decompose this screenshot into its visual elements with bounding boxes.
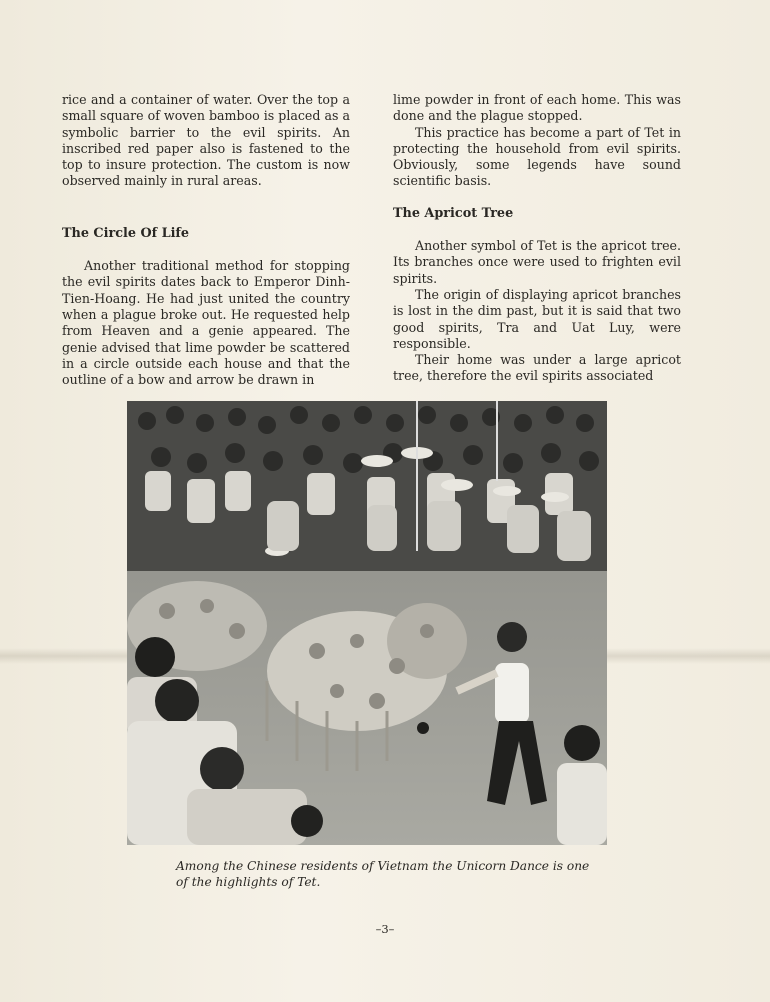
heading-circle-of-life: The Circle Of Life <box>62 225 190 241</box>
left-column <box>62 92 350 388</box>
right-column <box>393 92 681 385</box>
right-paragraph-3: Another symbol of Tet is the apricot tree. Its branches once were used to frighten evil spirits. <box>393 238 681 286</box>
right-paragraph-4: The origin of displaying apricot branches is lost in the dim past, but it is said that two good spirits, Tra and Uat Luy, were responsible. <box>393 286 681 351</box>
page-number: –3– <box>375 922 395 936</box>
left-paragraph-2: Another traditional method for stopping the evil spirits dates back to Emperor Dinh-Tien-Hoang. He had just united the country when a plague broke out. He requested help from Heaven and a genie appeared. The genie advised that lime powder be scattered in a circle outside each house and that the outline of a bow and arrow be drawn in <box>62 258 350 388</box>
right-paragraph-5: Their home was under a large apricot tree, therefore the evil spirits associated <box>393 352 681 384</box>
heading-apricot-tree: The Apricot Tree <box>393 205 514 221</box>
left-paragraph-1: rice and a container of water. Over the top a small square of woven bamboo is placed as a symbolic barrier to the evil spirits. An inscribed red paper also is fastened to the top to insure protection. The custom is now observed mainly in rural areas. <box>62 92 350 189</box>
right-paragraph-2: This practice has become a part of Tet in protecting the household from evil spirits. Obviously, some legends have sound scientific basis. <box>393 124 681 189</box>
unicorn-dance-photo <box>127 401 607 845</box>
photo-caption <box>176 858 596 890</box>
caption-line-1: Among the Chinese residents of Vietnam the Unicorn Dance is one <box>176 859 590 873</box>
caption-line-2: of the highlights of Tet. <box>176 875 321 889</box>
right-paragraph-1: lime powder in front of each home. This was done and the plague stopped. <box>393 92 681 124</box>
